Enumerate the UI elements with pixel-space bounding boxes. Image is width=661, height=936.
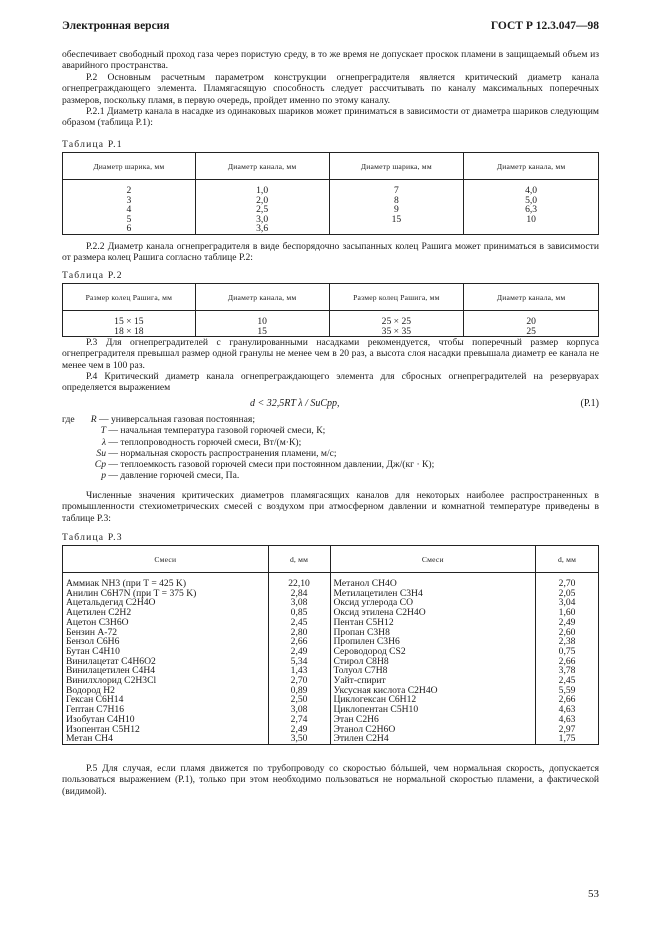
table2-header: Размер колец Рашига, мм <box>329 284 464 311</box>
table-cell: 15 × 15 <box>63 311 196 327</box>
table-cell: Этанол C2H6O <box>330 725 536 735</box>
table-cell: Ацетилен C2H2 <box>63 608 269 618</box>
table-cell: 2,66 <box>536 695 599 705</box>
table-cell: Метилацетилен C3H4 <box>330 589 536 599</box>
table-cell: 6 <box>63 224 196 234</box>
table3-header: d, мм <box>268 546 330 573</box>
table2-header: Диаметр канала, мм <box>195 284 329 311</box>
table-cell: 2,05 <box>536 589 599 599</box>
definition-symbol: p <box>101 470 106 482</box>
table-cell: Аммиак NH3 (при T = 425 K) <box>63 573 269 589</box>
table-row <box>63 598 599 608</box>
table-cell: Этан C2H6 <box>330 715 536 725</box>
table-cell: 2 <box>63 180 196 196</box>
table-cell: Анилин C6H7N (при T = 375 K) <box>63 589 269 599</box>
table-cell: 9 <box>329 205 464 215</box>
definition-item <box>62 425 582 436</box>
table-cell: Винилацетилен C4H4 <box>63 666 269 676</box>
table-cell: 1,0 <box>195 180 329 196</box>
table-cell: 2,45 <box>536 676 599 686</box>
table3-caption: Таблица Р.3 <box>62 532 123 543</box>
table-p1 <box>62 152 599 235</box>
table2-header: Размер колец Рашига, мм <box>63 284 196 311</box>
table-row <box>63 224 599 234</box>
paragraph-p4: Р.4 Критический диаметр канала огнепреграждающего элемента для сбросных огнепреградителей на резервуарах определяется выражением <box>62 371 599 394</box>
table2-header: Диаметр канала, мм <box>464 284 599 311</box>
table-cell: Винилхлорид C2H3Cl <box>63 676 269 686</box>
table-cell: 10 <box>195 311 329 327</box>
paragraph-values: Численные значения критических диаметров пламягасящих каналов для некоторых наиболее распространенных в промышленности стехиометрических смесей с воздухом при атмосферном давлении и комнатной температуре приведены в таблице Р.3: <box>62 490 599 524</box>
table-cell: 2,60 <box>536 628 599 638</box>
table-cell: 3,08 <box>268 598 330 608</box>
table-row <box>63 734 599 744</box>
table-cell: Пропилен C3H6 <box>330 637 536 647</box>
table-row <box>63 205 599 215</box>
definition-item <box>62 414 582 425</box>
table-row <box>63 311 599 327</box>
table1-caption: Таблица Р.1 <box>62 139 123 150</box>
table-cell: 22,10 <box>268 573 330 589</box>
table-cell: Изопентан C5H12 <box>63 725 269 735</box>
table-cell: 2,5 <box>195 205 329 215</box>
table2-caption: Таблица Р.2 <box>62 270 123 281</box>
table-row <box>63 573 599 589</box>
definition-text: — универсальная газовая постоянная; <box>99 414 256 425</box>
table-cell: 5,0 <box>464 196 599 206</box>
definition-symbol: R <box>90 414 97 425</box>
table-cell: 2,66 <box>536 657 599 667</box>
table-cell: 2,80 <box>268 628 330 638</box>
table-row <box>63 180 599 196</box>
table-cell: Ацетальдегид C2H4O <box>63 598 269 608</box>
definition-item <box>62 459 582 470</box>
table-p2 <box>62 283 599 337</box>
table-row <box>63 676 599 686</box>
definition-text: — нормальная скорость распространения пламени, м/с; <box>108 447 337 459</box>
table-cell: Гексан C6H14 <box>63 695 269 705</box>
table-cell <box>329 224 464 234</box>
table-cell: 2,50 <box>268 695 330 705</box>
table-row <box>63 705 599 715</box>
table-cell: 2,84 <box>268 589 330 599</box>
table-cell: 3,50 <box>268 734 330 744</box>
table-cell: 6,3 <box>464 205 599 215</box>
formula-number: (Р.1) <box>580 398 599 409</box>
table-row <box>63 618 599 628</box>
table-cell: 0,85 <box>268 608 330 618</box>
table3-header: d, мм <box>536 546 599 573</box>
definition-text: — теплопроводность горючей смеси, Вт/(м·К); <box>108 436 302 448</box>
table-row <box>63 725 599 735</box>
table-cell: 0,75 <box>536 647 599 657</box>
table-cell: Оксид этилена C2H4O <box>330 608 536 618</box>
table-cell: 2,0 <box>195 196 329 206</box>
table-cell: 2,74 <box>268 715 330 725</box>
table-cell: Бензол C6H6 <box>63 637 269 647</box>
table-cell: Ацетон C3H6O <box>63 618 269 628</box>
table-cell: Уксусная кислота C2H4O <box>330 686 536 696</box>
table-cell: Пентан C5H12 <box>330 618 536 628</box>
table1-header: Диаметр канала, мм <box>464 153 599 180</box>
definition-text: — теплоемкость газовой горючей смеси при постоянном давлении, Дж/(кг · К); <box>108 459 435 471</box>
table-row <box>63 327 599 337</box>
table-cell: 8 <box>329 196 464 206</box>
header-edition: Электронная версия <box>62 20 170 32</box>
table1-header: Диаметр шарика, мм <box>329 153 464 180</box>
definition-prefix: где <box>62 414 75 425</box>
page-number: 53 <box>588 888 599 900</box>
table1-header: Диаметр шарика, мм <box>63 153 196 180</box>
table-cell: 3,0 <box>195 215 329 225</box>
table-cell: 3 <box>63 196 196 206</box>
table-cell: Метан CH4 <box>63 734 269 744</box>
paragraph-intro: обеспечивает свободный проход газа через пористую среду, в то же время не допускает проскок пламени в защищаемый объем из аварийного пространства. <box>62 49 599 72</box>
definition-symbol: T <box>100 425 106 437</box>
table-cell: Оксид углерода CO <box>330 598 536 608</box>
table-cell: 3,08 <box>268 705 330 715</box>
table-cell: 1,43 <box>268 666 330 676</box>
definition-item <box>62 470 582 481</box>
table-cell: 2,49 <box>268 725 330 735</box>
table-cell: 25 × 25 <box>329 311 464 327</box>
definition-symbol: Cp <box>94 459 106 471</box>
table-cell: Стирол C8H8 <box>330 657 536 667</box>
definition-symbol: Su <box>96 447 106 459</box>
table-row <box>63 215 599 225</box>
table-cell: 25 <box>464 327 599 337</box>
table-cell: 5,59 <box>536 686 599 696</box>
table-cell: Бензин А-72 <box>63 628 269 638</box>
definition-item <box>62 448 582 459</box>
table-cell: 2,70 <box>536 573 599 589</box>
table-cell: Водород H2 <box>63 686 269 696</box>
table-cell: 0,89 <box>268 686 330 696</box>
table-row <box>63 637 599 647</box>
table-cell: 5,34 <box>268 657 330 667</box>
table-cell: 1,60 <box>536 608 599 618</box>
table-cell: Метанол CH4O <box>330 573 536 589</box>
table-cell: Уайт-спирит <box>330 676 536 686</box>
table-cell: 3,6 <box>195 224 329 234</box>
table-cell: Сероводород CS2 <box>330 647 536 657</box>
table-cell: 1,75 <box>536 734 599 744</box>
table-cell: 10 <box>464 215 599 225</box>
definitions-list <box>62 414 582 482</box>
formula-p1: d < 32,5RT λ / SuCpp, <box>250 398 340 409</box>
paragraph-p22: Р.2.2 Диаметр канала огнепреградителя в виде беспорядочно засыпанных колец Рашига может приниматься в зависимости от размера колец Рашига согласно таблице Р.2: <box>62 241 599 264</box>
table3-header: Смеси <box>63 546 269 573</box>
table-cell: 4,63 <box>536 705 599 715</box>
table-cell: 35 × 35 <box>329 327 464 337</box>
table-cell: 4,0 <box>464 180 599 196</box>
table-cell: 2,38 <box>536 637 599 647</box>
table-row <box>63 196 599 206</box>
table-cell: 5 <box>63 215 196 225</box>
table3-body <box>63 573 599 745</box>
definition-text: — начальная температура газовой горючей смеси, К; <box>108 425 326 437</box>
header-standard: ГОСТ Р 12.3.047—98 <box>490 20 599 32</box>
table-cell <box>464 224 599 234</box>
table-cell: 3,78 <box>536 666 599 676</box>
table-cell: 20 <box>464 311 599 327</box>
definition-item <box>62 437 582 448</box>
table-cell: 4,63 <box>536 715 599 725</box>
table3-header: Смеси <box>330 546 536 573</box>
paragraph-p21: Р.2.1 Диаметр канала в насадке из одинаковых шариков может приниматься в зависимости от диаметра шариков следующим образом (таблица Р.1): <box>62 106 599 129</box>
paragraph-p3: Р.3 Для огнепреградителей с гранулированными насадками рекомендуется, чтобы поперечный размер корпуса огнепреградителя превышал размер одной гранулы не менее чем в 20 раз, а высота слоя насадки превышала диаметр ее канала не менее чем в 100 раз. <box>62 337 599 371</box>
table-cell: Циклопентан C5H10 <box>330 705 536 715</box>
table-cell: Циклогексан C6H12 <box>330 695 536 705</box>
table-cell: Бутан C4H10 <box>63 647 269 657</box>
table-cell: 2,66 <box>268 637 330 647</box>
table-row <box>63 608 599 618</box>
table-p3 <box>62 545 599 745</box>
table-cell: Изобутан C4H10 <box>63 715 269 725</box>
table-cell: 2,45 <box>268 618 330 628</box>
paragraph-p2: Р.2 Основным расчетным параметром конструкции огнепреградителя является критический диаметр канала огнепреграждающего элемента. Пламягасящую способность следует рассчитывать по каналу максимальных поперечных размеров, поскольку пламя, в первую очередь, пройдет именно по этому каналу. <box>62 72 599 106</box>
definition-text: — давление горючей смеси, Па. <box>108 470 240 482</box>
table-row <box>63 686 599 696</box>
table-cell: 2,97 <box>536 725 599 735</box>
table-cell: 18 × 18 <box>63 327 196 337</box>
table-cell: Толуол C7H8 <box>330 666 536 676</box>
table-cell: 2,49 <box>268 647 330 657</box>
table-cell: Гептан C7H16 <box>63 705 269 715</box>
table-cell: 2,70 <box>268 676 330 686</box>
table-cell: Винилацетат C4H6O2 <box>63 657 269 667</box>
table-row <box>63 715 599 725</box>
table-cell: 7 <box>329 180 464 196</box>
paragraph-p5: Р.5 Для случая, если пламя движется по трубопроводу со скоростью бóльшей, чем нормальная скорость, допускается пользоваться выражением (Р.1), только при этом необходимо пользоваться не нормальной скоростью пламени, а фактической (видимой). <box>62 763 599 797</box>
table-cell: Этилен C2H4 <box>330 734 536 744</box>
definition-symbol: λ <box>101 436 106 448</box>
table1-header: Диаметр канала, мм <box>195 153 329 180</box>
table-row <box>63 695 599 705</box>
table-cell: 4 <box>63 205 196 215</box>
table-cell: Пропан C3H8 <box>330 628 536 638</box>
table-row <box>63 628 599 638</box>
table-cell: 15 <box>329 215 464 225</box>
table-cell: 15 <box>195 327 329 337</box>
table-cell: 2,49 <box>536 618 599 628</box>
table-cell: 3,04 <box>536 598 599 608</box>
